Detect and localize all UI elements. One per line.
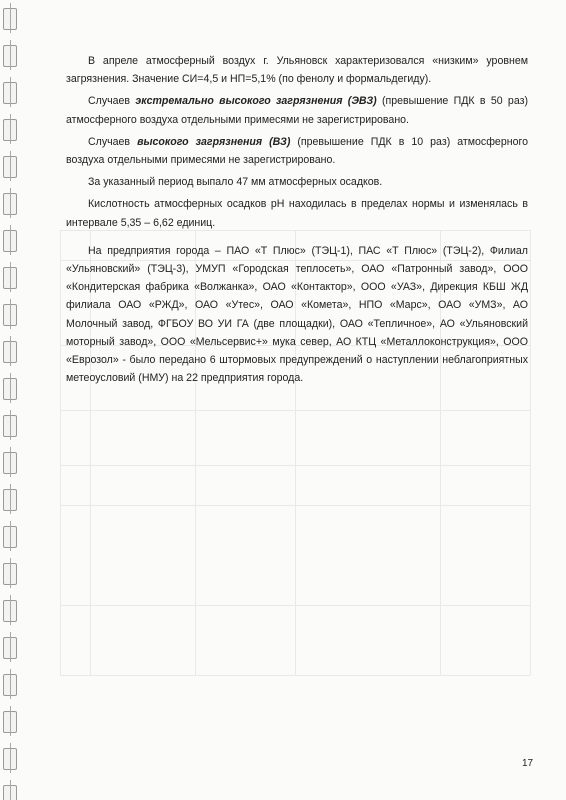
binding-ring: [3, 8, 17, 30]
paragraph-evz: [66, 92, 528, 128]
binding-ring: [3, 600, 17, 622]
term-vz: высокого загрязнения (ВЗ): [137, 135, 291, 148]
spiral-binding: [0, 0, 22, 800]
binding-ring: [3, 267, 17, 289]
paragraph-air-quality: В апреле атмосферный воздух г. Ульяновск характеризовался «низким» уровнем загрязнения. Значение СИ=4,5 и НП=5,1% (по фенолу и формальдегиду).: [66, 55, 528, 86]
term-evz: экстремально высокого загрязнения (ЭВЗ): [135, 95, 377, 108]
binding-ring: [3, 637, 17, 659]
binding-ring: [3, 489, 17, 511]
binding-ring: [3, 193, 17, 215]
binding-ring: [3, 415, 17, 437]
paragraph-precipitation: За указанный период выпало 47 мм атмосферных осадков.: [88, 176, 383, 189]
binding-ring: [3, 674, 17, 696]
binding-ring: [3, 304, 17, 326]
body-text: [66, 52, 528, 387]
binding-ring: [3, 82, 17, 104]
paragraph-evz-lead: Случаев: [88, 95, 136, 108]
paragraph-acidity: Кислотность атмосферных осадков pH находилась в пределах нормы и изменялась в интервале 5,35 – 6,62 единиц.: [66, 198, 528, 229]
binding-ring: [3, 45, 17, 67]
binding-ring: [3, 785, 17, 800]
binding-ring: [3, 378, 17, 400]
binding-ring: [3, 526, 17, 548]
binding-ring: [3, 119, 17, 141]
binding-ring: [3, 341, 17, 363]
paragraph-evz-rest: (превышение ПДК в 50 раз) атмосферного воздуха отдельными примесями не зарегистрировано.: [66, 95, 528, 126]
binding-ring: [3, 452, 17, 474]
binding-ring: [3, 711, 17, 733]
paragraph-nmu-warnings: На предприятия города – ПАО «Т Плюс» (ТЭЦ-1), ПАС «Т Плюс» (ТЭЦ-2), Филиал «Ульяновский» (ТЭЦ-3), УМУП «Городская теплосеть», ОАО «Патронный завод», ООО «Кондитерская фабрика «Волжанка», ОАО «Контактор», ООО «УАЗ», Дирекция КБШ ЖД филиала ОАО «РЖД», ОАО «Утес», ОАО «Комета», НПО «Марс», ОАО «УМЗ», АО Молочный завод, ФГБОУ ВО УИ ГА (две площадки), ОАО «Тепличное», АО «Ульяновский моторный завод», ООО «Мельсервис+» мука север, АО КТЦ «Металлоконструкция», ООО «Еврозол» - было передано 6 штормовых предупреждений о наступлении неблагоприятных метеоусловий (НМУ) на 22 предприятия города.: [66, 244, 528, 385]
binding-ring: [3, 563, 17, 585]
binding-ring: [3, 230, 17, 252]
paragraph-vz-lead: Случаев: [88, 135, 138, 148]
page-number: 17: [522, 758, 534, 769]
paragraph-vz: [66, 133, 528, 169]
paragraph-vz-rest: (превышение ПДК в 10 раз) атмосферного воздуха отдельными примесями не зарегистрировано.: [66, 135, 528, 167]
binding-ring: [3, 156, 17, 178]
binding-ring: [3, 748, 17, 770]
